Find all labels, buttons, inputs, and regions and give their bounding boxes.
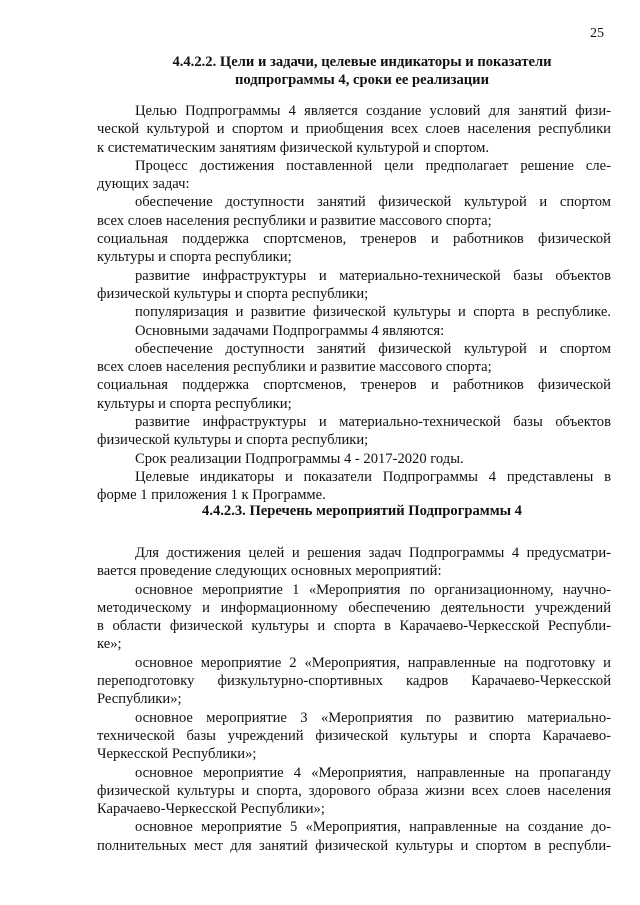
text-line: Черкесской Республики»; xyxy=(97,746,257,763)
text-line: Целевые индикаторы и показатели Подпрограммы 4 представлены в xyxy=(135,468,611,485)
text-line: Республики»; xyxy=(97,691,182,708)
text-line: основное мероприятие 4 «Мероприятия, направленные на пропаганду xyxy=(135,764,611,781)
text-line: основное мероприятие 2 «Мероприятия, направленные на подготовку и xyxy=(135,654,611,671)
text-line: вается проведение следующих основных мероприятий: xyxy=(97,563,442,580)
text-line: основное мероприятие 5 «Мероприятия, направленные на создание до- xyxy=(135,819,611,836)
heading-line: 4.4.2.3. Перечень мероприятий Подпрограммы 4 xyxy=(202,503,522,519)
page-number: 25 xyxy=(590,26,604,41)
text-line: в области физической культуры и спорта в Карачаево-Черкесской Республи- xyxy=(97,618,611,635)
text-line: популяризация и развитие физической культуры и спорта в республике. xyxy=(135,304,611,321)
text-line: Целью Подпрограммы 4 является создание условий для занятий физи- xyxy=(135,103,611,119)
text-line: переподготовку физкультурно-спортивных кадров Карачаево-Черкесской xyxy=(97,673,611,690)
text-line: социальная поддержка спортсменов, тренеров и работников физической xyxy=(97,231,611,248)
section-heading-goals xyxy=(142,53,582,90)
text-line: обеспечение доступности занятий физической культурой и спортом xyxy=(135,340,611,357)
text-line: Срок реализации Подпрограммы 4 - 2017-2020 годы. xyxy=(135,450,464,467)
heading-line: подпрограммы 4, сроки ее реализации xyxy=(234,72,489,89)
text-line: физической культуры и спорта республики; xyxy=(97,285,369,302)
text-line: культуры и спорта республики; xyxy=(97,249,292,266)
text-line: полнительных мест для занятий физической культуры и спортом в республи- xyxy=(97,837,611,854)
measures-text xyxy=(97,544,611,855)
text-line: всех слоев населения республики и развитие массового спорта; xyxy=(97,359,492,376)
text-line: физической культуры и спорта, здорового образа жизни всех слоев населения xyxy=(97,782,611,799)
text-line: Для достижения целей и решения задач Подпрограммы 4 предусматри- xyxy=(135,545,611,561)
goals-text xyxy=(97,102,611,505)
text-line: развитие инфраструктуры и материально-технической базы объектов xyxy=(135,414,611,431)
text-line: Основными задачами Подпрограммы 4 являются: xyxy=(135,322,445,339)
text-line: развитие инфраструктуры и материально-технической базы объектов xyxy=(135,267,611,284)
text-line: технической базы учреждений физической культуры и спорта Карачаево- xyxy=(97,727,611,744)
text-line: социальная поддержка спортсменов, тренеров и работников физической xyxy=(97,377,611,394)
text-line: ческой культурой и спортом и приобщения всех слоев населения республики xyxy=(97,121,611,138)
text-line: культуры и спорта республики; xyxy=(97,395,292,412)
text-line: всех слоев населения республики и развитие массового спорта; xyxy=(97,212,492,229)
text-line: физической культуры и спорта республики; xyxy=(97,432,369,449)
text-line: методическому и информационному обеспечению деятельности учреждений xyxy=(97,599,611,616)
text-line: основное мероприятие 3 «Мероприятия по развитию материально- xyxy=(135,709,611,726)
text-line: обеспечение доступности занятий физической культурой и спортом xyxy=(135,194,611,211)
text-line: Карачаево-Черкесской Республики»; xyxy=(97,801,325,818)
text-line: ке»; xyxy=(97,636,122,653)
section-heading-measures xyxy=(142,502,582,520)
text-line: Процесс достижения поставленной цели предполагает решение сле- xyxy=(135,157,611,174)
text-line: основное мероприятие 1 «Мероприятия по организационному, научно- xyxy=(135,581,611,598)
text-line: дующих задач: xyxy=(97,176,190,193)
text-line: к систематическим занятиям физической культурой и спортом. xyxy=(97,139,490,156)
heading-line: 4.4.2.2. Цели и задачи, целевые индикаторы и показатели xyxy=(172,54,552,70)
text-line: форме 1 приложения 1 к Программе. xyxy=(97,487,326,504)
